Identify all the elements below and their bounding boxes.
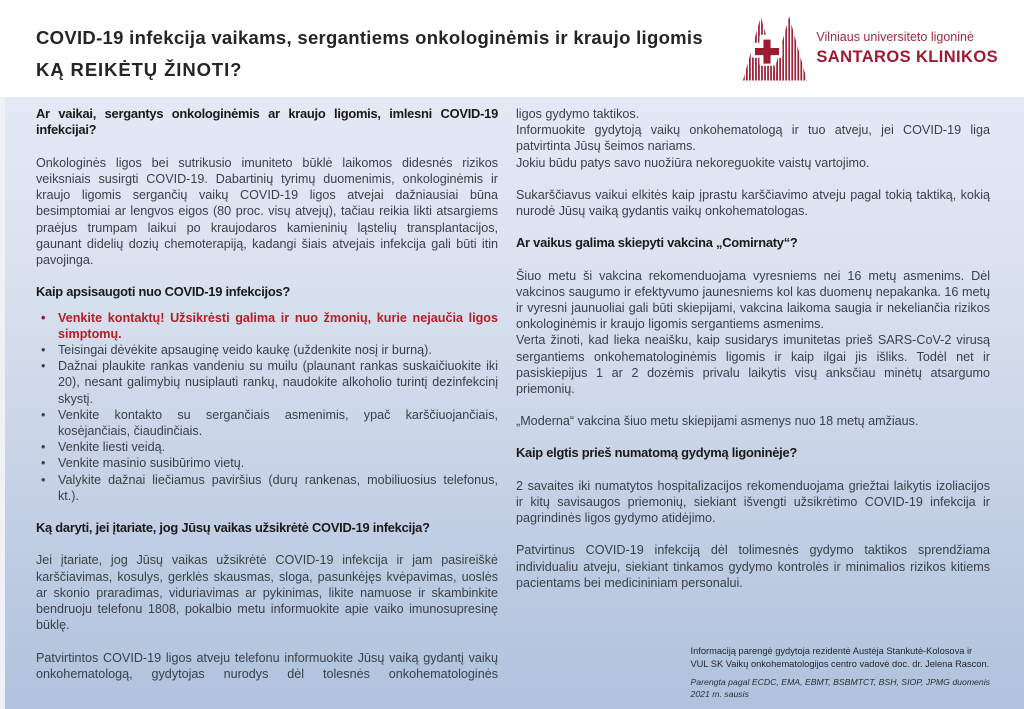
- continuation-block: [516, 106, 990, 171]
- moderna-paragraph: „Moderna“ vakcina šiuo metu skiepijami asmenys nuo 18 metų amžiaus.: [516, 414, 919, 429]
- list-item-clean-surfaces: • Valykite dažnai liečiamus paviršius (durų rankenas, mobiliuosius telefonus, kt.).: [36, 472, 498, 504]
- question-vaccine-heading: Ar vaikus galima skiepyti vakcina „Comirnaty“?: [516, 235, 798, 251]
- credits-footer: [690, 645, 990, 703]
- credits-line: Informaciją parengė gydytoja rezidentė Austėja Stankutė-Kolosova ir: [690, 646, 973, 656]
- list-item-avoid-sick: • Venkite kontakto su sergančiais asmenimis, ypač karščiuojančiais, kosėjančiais, čiaudinčiais.: [36, 407, 498, 439]
- continuation-line: ligos gydymo taktikos.: [516, 107, 640, 121]
- confirmed-case-paragraph: Patvirtintos COVID-19 ligos atveju telefonu informuokite Jūsų vaiką gydantį vaikų onkohematologą, gydytojas nurodys dėl tolesnės onkohematologinės: [36, 650, 498, 681]
- continuation-line: Informuokite gydytoją vaikų onkohematologą ir tuo atveju, jei COVID-19 liga patvirtinta Jūsų šeimos nariams.: [516, 123, 990, 154]
- susceptibility-paragraph: Onkologinės ligos bei sutrikusio imuniteto būklė laikomos didesnės rizikos veiksniais susirgti COVID-19. Dabartinių tyrimų duomenimis, onkologinėmis ir kraujo ligomis sergančių vaikų COVID-19 ligos atvejai dažniausiai būna besimptomiai ar lengvos eigos (80 proc. visų atvejų), tačiau reikia likti atsargiems praėjus trumpam laikui po kraujodaros kamieninių ląstelių transplantacijos, gaunant didelių dozių chemoterapiją, kadangi šiais atvejais infekcija gali būti itin pavojinga.: [36, 155, 498, 268]
- question-protection-heading: Kaip apsisaugoti nuo COVID-19 infekcijos?: [36, 284, 291, 300]
- question-suspect-infection-heading: Ką daryti, jei įtariate, jog Jūsų vaikas užsikrėtė COVID-19 infekcija?: [36, 520, 430, 536]
- santaros-emblem-icon: [743, 15, 807, 82]
- hospital-name: Vilniaus universiteto ligoninė: [816, 30, 974, 44]
- hospital-logo-text: [816, 30, 998, 67]
- vaccine-paragraph-2: Verta žinoti, kad lieka neaišku, kaip susidarys imunitetas prieš SARS-CoV-2 virusą sergantiems onkohematologinėmis ligomis ir kaip ilgai jis išliks. Todėl net ir pasiskiepijus 1 ar 2 dozėmis privalu laikytis visų anksčiau minėtų atsargumo priemonių.: [516, 333, 990, 397]
- sources-date-line: 2021 m. sausis: [690, 688, 749, 699]
- vaccine-paragraph-1: Šiuo metu ši vakcina rekomenduojama vyresniems nei 16 metų asmenims. Dėl vakcinos saugumo ir efektyvumo jaunesniems kol kas duomenų nepakanka. 16 metų ir vyresni jaunuoliai gali būti skiepijami, vakcina laikoma saugia ir nekeliančia rizikos onkologinėmis ir kraujo ligomis sergantiems asmenims.: [516, 268, 990, 332]
- clinic-name: SANTAROS KLINIKOS: [816, 48, 998, 66]
- hospital-paragraph-2: Patvirtinus COVID-19 infekciją dėl tolimesnės gydymo taktikos sprendžiama individualiu atveju, siekiant tinkamos gydymo kontrolės ir minimalios rizikos kitiems pacientams bei medicininiam personalui.: [516, 543, 990, 590]
- protection-bullet-list: [36, 310, 498, 504]
- list-item-avoid-face: • Venkite liesti veidą.: [36, 439, 498, 455]
- list-item-avoid-crowds: • Venkite masinio susibūrimo vietų.: [36, 455, 498, 471]
- sources-line: Parengta pagal ECDC, EMA, EBMT, BSBMTCT, BSH, SIOP, JPMG duomenis: [690, 677, 990, 688]
- hospital-logo: [743, 15, 998, 82]
- hospital-paragraph-1: 2 savaites iki numatytos hospitalizacijos rekomenduojama griežtai laikytis izoliacijos ir kitų savisaugos priemonių, siekiant išvengti užsikrėtimo COVID-19 infekcija ir pagrindinės ligos gydymo atidėjimo.: [516, 478, 990, 526]
- suspect-infection-paragraph: Jei įtariate, jog Jūsų vaikas užsikrėtė COVID-19 infekcija ir jam pasireiškė karščiavimas, kosulys, gerklės skausmas, sloga, pasunkėjęs kvėpavimas, uoslės ar skonio praradimas, viduriavimas ar pykinimas, likite namuose ir skambinkite bendruoju telefonu 1808, pokalbio metu informuokite apie vaiko imunosupresinę būklę.: [36, 553, 498, 633]
- left-column: [36, 106, 498, 703]
- content-panel: [0, 97, 1024, 709]
- fever-advice-paragraph: Sukarščiavus vaikui elkitės kaip įprastu karščiavimo atveju pagal tokią taktiką, kokią nurodė Jūsų vaiką gydantis vaikų onkohematologas.: [516, 187, 990, 219]
- right-column: [516, 106, 990, 703]
- header: [0, 0, 1024, 97]
- poster-title-line2: KĄ REIKĖTŲ ŽINOTI?: [36, 59, 243, 80]
- continuation-line: Jokiu būdu patys savo nuožiūra nekoreguokite vaistų vartojimo.: [516, 155, 870, 170]
- question-susceptibility-heading: Ar vaikai, sergantys onkologinėmis ar kraujo ligomis, imlesni COVID-19 infekcijai?: [36, 106, 498, 138]
- list-item-wash-hands: • Dažnai plaukite rankas vandeniu su muilu (plaunant rankas suskaičiuokite iki 20), nesant galimybių nusiplauti rankų, naudokite alkoholio turintį dezinfekcinį skystį.: [36, 358, 498, 407]
- list-item-avoid-contact: • Venkite kontaktų! Užsikrėsti galima ir nuo žmonių, kurie nejaučia ligos simptomų.: [36, 310, 498, 342]
- poster-title-line1: COVID-19 infekcija vaikams, sergantiems onkologinėmis ir kraujo ligomis: [36, 27, 703, 48]
- credits-line: VUL SK Vaikų onkohematologijos centro vadovė doc. dr. Jelena Rascon.: [690, 658, 990, 669]
- question-hospital-heading: Kaip elgtis prieš numatomą gydymą ligoninėje?: [516, 445, 797, 461]
- list-item-mask: • Teisingai dėvėkite apsauginę veido kaukę (uždenkite nosį ir burną).: [36, 342, 498, 358]
